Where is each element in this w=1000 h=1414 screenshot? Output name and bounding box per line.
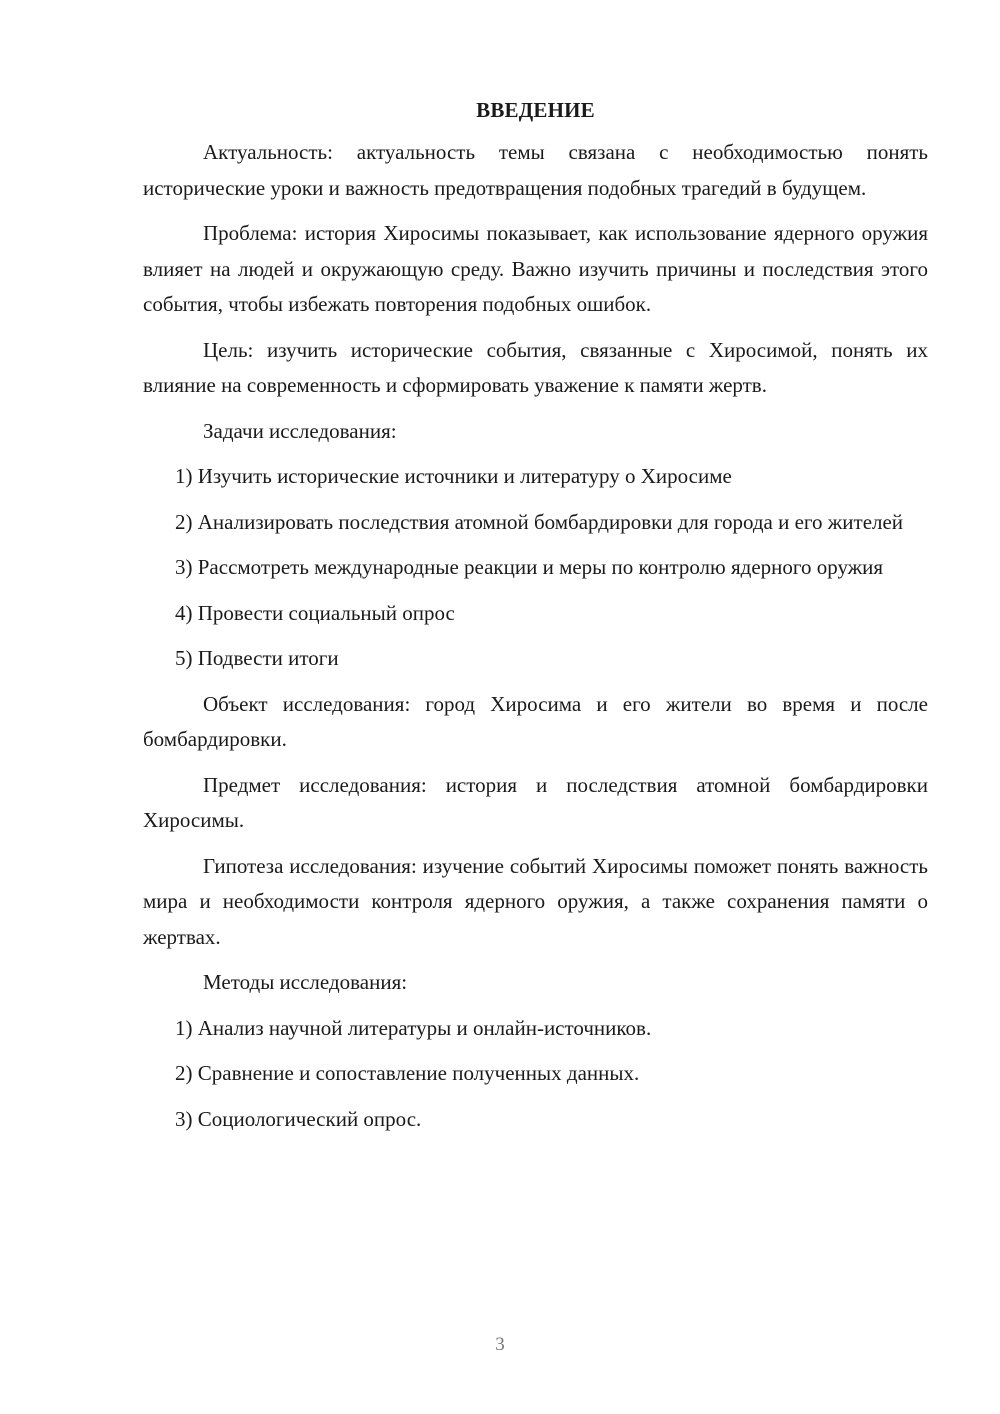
task-item: 1) Изучить исторические источники и литературу о Хиросиме — [175, 464, 732, 488]
hypothesis-paragraph: Гипотеза исследования: изучение событий Хиросимы поможет понять важность мира и необходимости контроля ядерного оружия, а также сохранения памяти о жертвах. — [143, 853, 928, 949]
task-item: 4) Провести социальный опрос — [175, 600, 455, 625]
method-item: 1) Анализ научной литературы и онлайн-источников. — [175, 1015, 652, 1040]
goal-paragraph: Цель: изучить исторические события, связанные с Хиросимой, понять их влияние на современность и сформировать уважение к памяти жертв. — [143, 337, 928, 397]
section-title: ВВЕДЕНИЕ — [476, 98, 595, 122]
subject-paragraph: Предмет исследования: история и последствия атомной бомбардировки Хиросимы. — [143, 772, 928, 832]
tasks-heading: Задачи исследования: — [203, 418, 397, 443]
document-page — [143, 92, 928, 1147]
task-item: 3) Рассмотреть международные реакции и меры по контролю ядерного оружия — [175, 555, 884, 579]
object-paragraph: Объект исследования: город Хиросима и его жители во время и после бомбардировки. — [143, 691, 928, 751]
relevance-paragraph: Актуальность: актуальность темы связана с необходимостью понять исторические уроки и важность предотвращения подобных трагедий в будущем. — [143, 140, 928, 200]
page-number: 3 — [495, 1334, 505, 1355]
task-item: 5) Подвести итоги — [175, 646, 339, 670]
problem-paragraph: Проблема: история Хиросимы показывает, как использование ядерного оружия влияет на людей и окружающую среду. Важно изучить причины и последствия этого события, чтобы избежать повторения подобных ошибок. — [143, 221, 928, 316]
method-item: 3) Социологический опрос. — [175, 1106, 422, 1131]
method-item: 2) Сравнение и сопоставление полученных данных. — [175, 1061, 640, 1085]
task-item: 2) Анализировать последствия атомной бомбардировки для города и его жителей — [175, 509, 904, 534]
methods-heading: Методы исследования: — [203, 970, 408, 994]
